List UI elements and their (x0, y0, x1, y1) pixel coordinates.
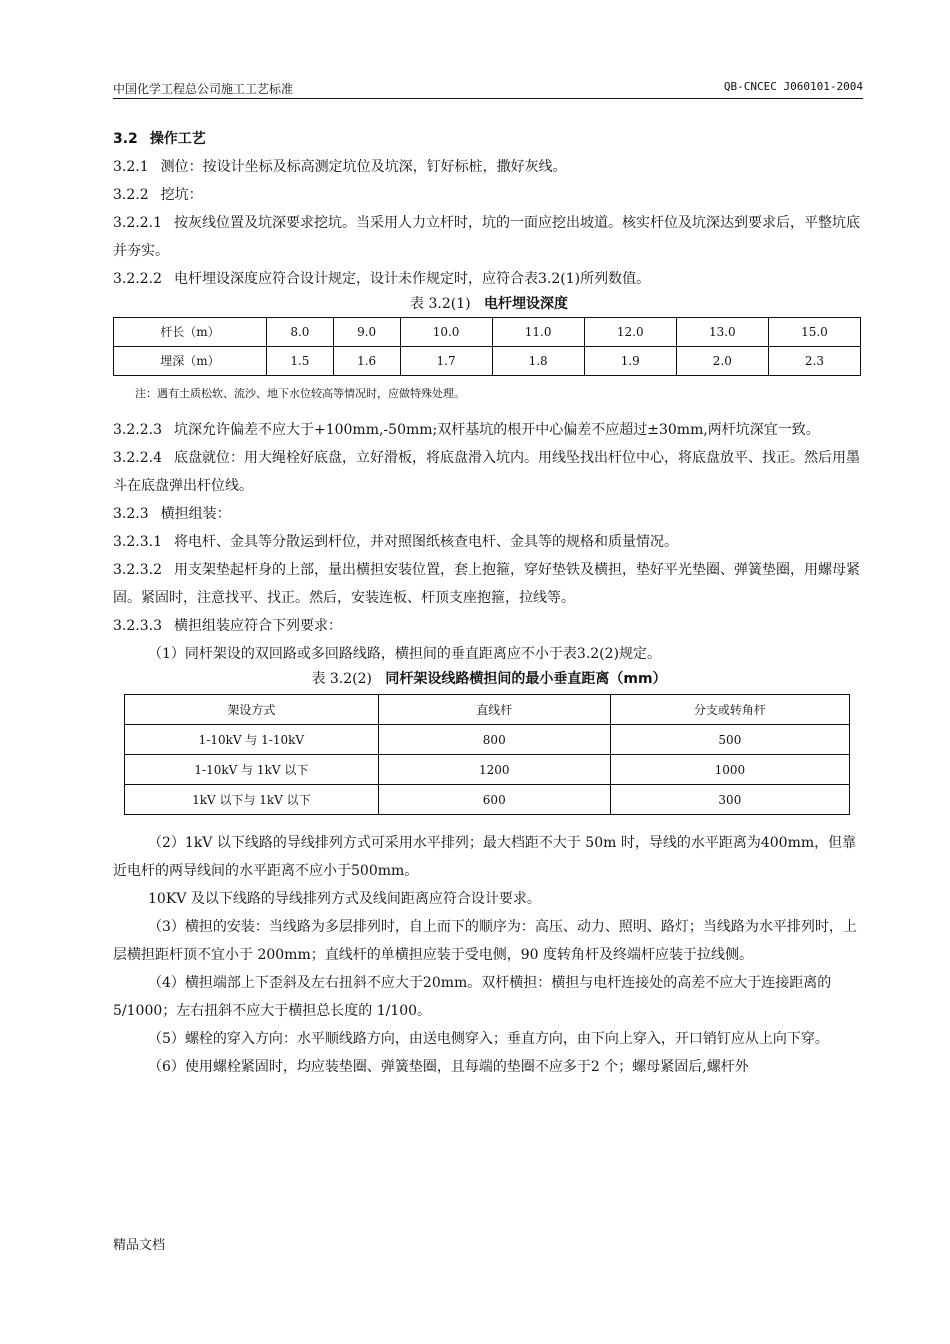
table1-caption-title: 电杆埋设深度 (483, 296, 568, 312)
clause-number: 3.2.1 (113, 159, 149, 175)
item-4: （4）横担端部上下歪斜及左右扭斜不应大于20mm。双杆横担：横担与电杆连接处的高差不应大于连接距离的 5/1000；左右扭斜不应大于横担总长度的 1/100。 (113, 975, 832, 1019)
table-cell: 800 (378, 725, 610, 755)
clause-text: 坑深允许偏差不应大于+100mm,-50mm;双杆基坑的根开中心偏差不应超过±30mm,两杆坑深宜一致。 (173, 422, 820, 438)
clause-text: 横担组装应符合下列要求： (173, 618, 342, 634)
table-cell: 1.9 (584, 347, 676, 376)
table-cell: 9.0 (333, 318, 400, 347)
clause-3-2-3-2 (113, 556, 865, 612)
clause-text: 将电杆、金具等分散运到杆位，并对照图纸核查电杆、金具等的规格和质量情况。 (173, 534, 678, 550)
item-6: （6）使用螺栓紧固时，均应装垫圈、弹簧垫圈，且每端的垫圈不应多于2 个；螺母紧固后,螺杆外 (148, 1059, 749, 1075)
table-row (125, 785, 850, 815)
table-cell: 13.0 (676, 318, 768, 347)
table-row (125, 755, 850, 785)
clause-3-2-3 (113, 500, 865, 528)
item-3: （3）横担的安装：当线路为多层排列时，自上而下的顺序为：高压、动力、照明、路灯；当线路为水平排列时，上层横担距杆顶不宜小于 200mm；直线杆的单横担应装于受电侧，90 度转角杆及终端杆应装于拉线侧。 (113, 919, 857, 963)
clause-text: 横担组装： (160, 506, 231, 522)
clause-number: 3.2.2 (113, 187, 149, 203)
table-header-row (125, 695, 850, 725)
crossarm-distance-table (124, 694, 850, 815)
section-heading (113, 125, 865, 153)
clause-text: 按灰线位置及坑深要求挖坑。当采用人力立杆时，坑的一面应挖出坡道。核实杆位及坑深达到要求后，平整坑底并夯实。 (113, 215, 860, 259)
table2-caption-title: 同杆架设线路横担间的最小垂直距离（mm） (385, 671, 667, 687)
clause-number: 3.2.3.2 (113, 562, 162, 578)
row-label: 杆长（m） (114, 318, 267, 347)
table1-caption-number: 表 3.2(1) (410, 296, 471, 312)
table-cell: 12.0 (584, 318, 676, 347)
table-cell: 1.7 (400, 347, 492, 376)
table-cell: 2.0 (676, 347, 768, 376)
page-header (113, 78, 863, 99)
page-footer: 精品文档 (113, 1238, 166, 1253)
table-cell: 1200 (378, 755, 610, 785)
table-row (114, 347, 861, 376)
clause-text: 用支架垫起杆身的上部，量出横担安装位置，套上抱箍，穿好垫铁及横担，垫好平光垫圈、弹簧垫圈，用螺母紧固。紧固时，注意找平、找正。然后，安装连板、杆顶支座抱箍，拉线等。 (113, 562, 860, 606)
table-cell: 1.8 (492, 347, 584, 376)
item-1: （1）同杆架设的双回路或多回路线路，横担间的垂直距离应不小于表3.2(2)规定。 (148, 646, 662, 662)
table-cell: 1000 (610, 755, 849, 785)
clause-3-2-2 (113, 181, 865, 209)
table-cell: 600 (378, 785, 610, 815)
table-cell: 11.0 (492, 318, 584, 347)
clause-3-2-2-2 (113, 265, 865, 293)
table2-caption (113, 668, 865, 690)
section-number: 3.2 (113, 131, 138, 147)
row-label: 埋深（m） (114, 347, 267, 376)
clause-3-2-2-4 (113, 444, 865, 500)
paragraph: 10KV 及以下线路的导线排列方式及线间距离应符合设计要求。 (148, 891, 541, 907)
table-cell: 1.5 (267, 347, 334, 376)
item-2: （2）1kV 以下线路的导线排列方式可采用水平排列；最大档距不大于 50m 时，导线的水平距离为400mm，但靠近电杆的两导线间的水平距离不应小于500mm。 (113, 835, 857, 879)
clause-3-2-2-1 (113, 209, 865, 265)
spacer (113, 815, 865, 829)
column-header: 直线杆 (378, 695, 610, 725)
table-cell: 300 (610, 785, 849, 815)
clause-number: 3.2.3.1 (113, 534, 162, 550)
clause-number: 3.2.2.2 (113, 271, 162, 287)
clause-text: 挖坑： (160, 187, 203, 203)
table2-caption-number: 表 3.2(2) (311, 671, 372, 687)
clause-text: 测位：按设计坐标及标高测定坑位及坑深，钉好标桩，撒好灰线。 (160, 159, 567, 175)
table-row (125, 725, 850, 755)
table-cell: 8.0 (267, 318, 334, 347)
table-cell: 1.6 (333, 347, 400, 376)
table-cell: 500 (610, 725, 849, 755)
clause-number: 3.2.2.4 (113, 450, 162, 466)
clause-number: 3.2.2.1 (113, 215, 162, 231)
clause-3-2-2-3 (113, 416, 865, 444)
table-cell: 15.0 (768, 318, 860, 347)
document-body (113, 125, 865, 1081)
clause-3-2-1 (113, 153, 865, 181)
table-cell: 1kV 以下与 1kV 以下 (125, 785, 379, 815)
header-org: 中国化学工程总公司施工工艺标准 (113, 82, 294, 96)
pole-depth-table (113, 317, 861, 376)
header-code: QB-CNCEC J060101-2004 (723, 80, 863, 93)
column-header: 架设方式 (125, 695, 379, 725)
table-row (114, 318, 861, 347)
clause-text: 电杆埋设深度应符合设计规定，设计未作规定时，应符合表3.2(1)所列数值。 (173, 271, 651, 287)
column-header: 分支或转角杆 (610, 695, 849, 725)
clause-number: 3.2.2.3 (113, 422, 162, 438)
clause-number: 3.2.3 (113, 506, 149, 522)
table1-caption (113, 293, 865, 315)
table-cell: 10.0 (400, 318, 492, 347)
item-5: （5）螺栓的穿入方向：水平顺线路方向，由送电侧穿入；垂直方向，由下向上穿入，开口销钉应从上向下穿。 (148, 1031, 829, 1047)
clause-3-2-3-1 (113, 528, 865, 556)
table1-note: 注：遇有土质松软、流沙、地下水位较高等情况时，应做特殊处理。 (135, 387, 465, 400)
table-cell: 2.3 (768, 347, 860, 376)
clause-text: 底盘就位：用大绳栓好底盘，立好滑板，将底盘滑入坑内。用线坠找出杆位中心，将底盘放平、找正。然后用墨斗在底盘弹出杆位线。 (113, 450, 860, 494)
table-cell: 1-10kV 与 1kV 以下 (125, 755, 379, 785)
table-cell: 1-10kV 与 1-10kV (125, 725, 379, 755)
clause-3-2-3-3 (113, 612, 865, 640)
clause-number: 3.2.3.3 (113, 618, 162, 634)
section-title: 操作工艺 (149, 131, 206, 147)
